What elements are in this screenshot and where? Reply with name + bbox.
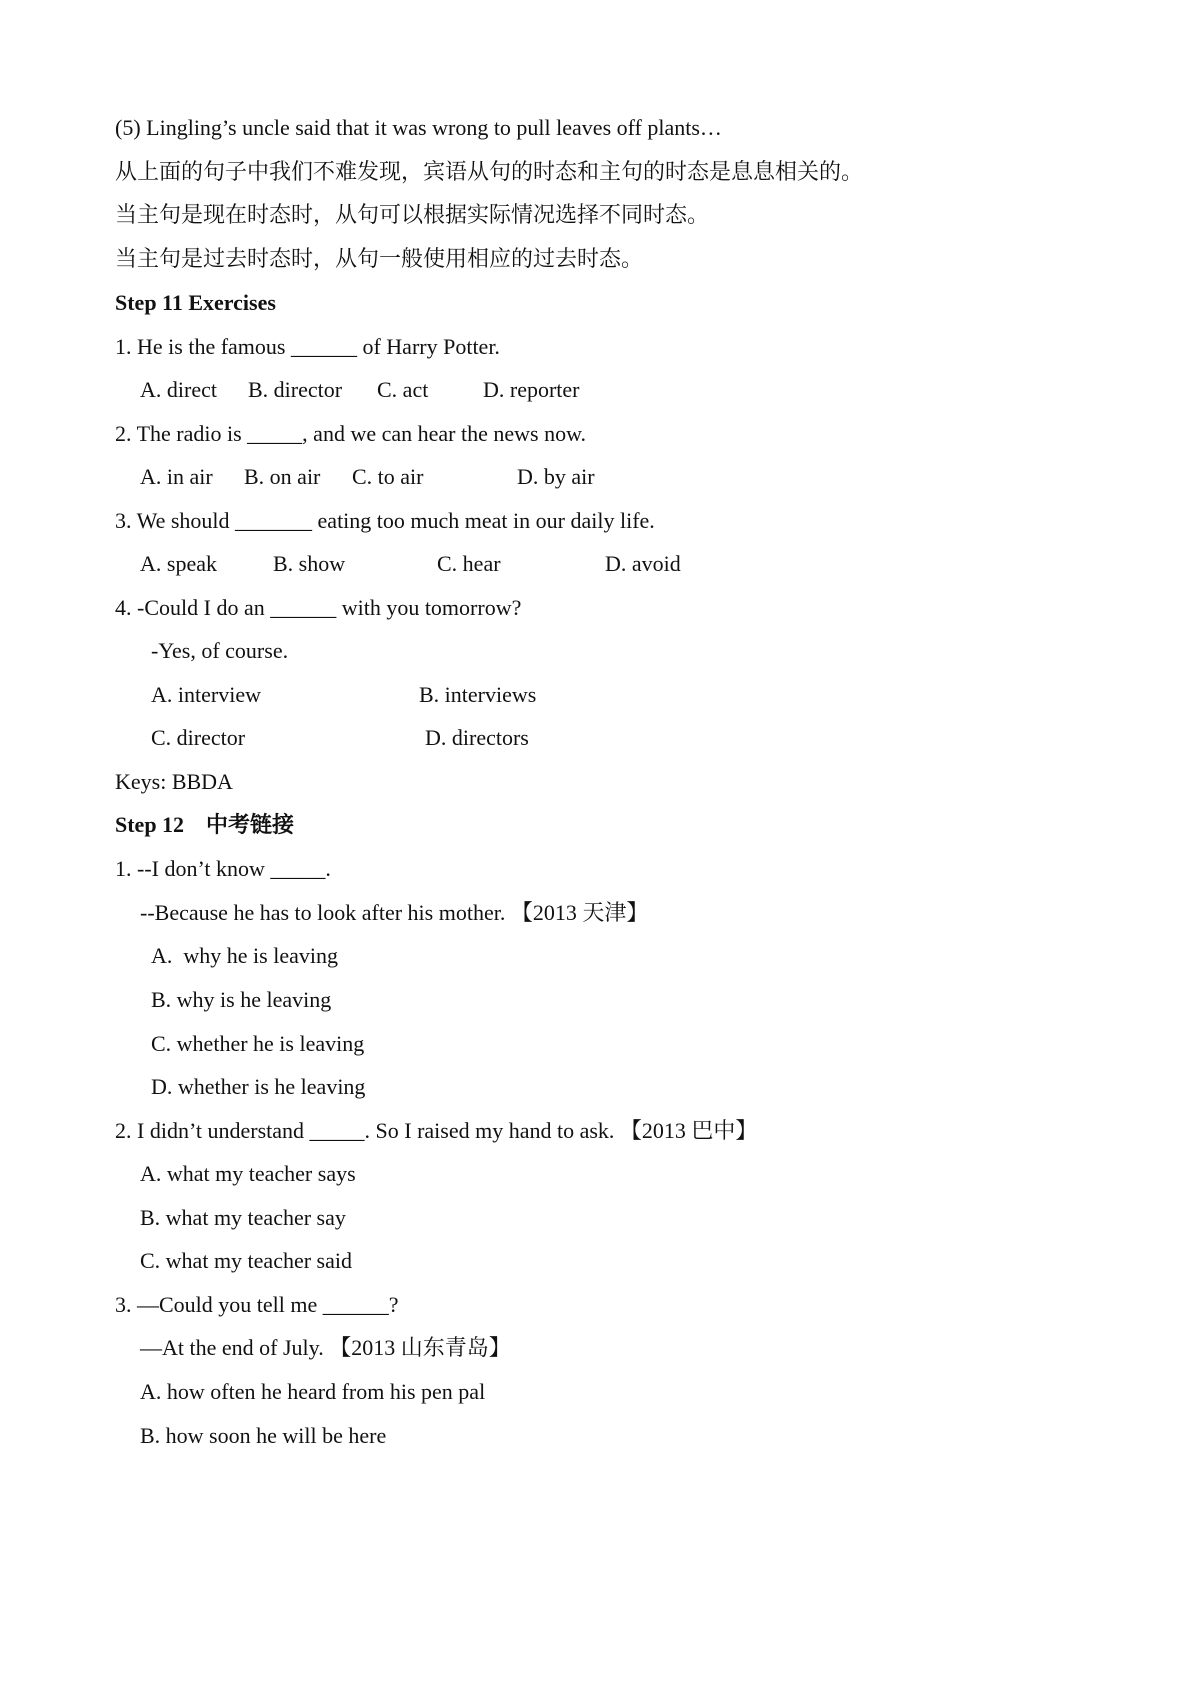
step12-q1-option-d: D. whether is he leaving bbox=[151, 1074, 366, 1099]
step11-q4-option-d: D. directors bbox=[425, 725, 529, 750]
step12-q2-option-a: A. what my teacher says bbox=[140, 1161, 356, 1186]
step11-q1-option-c: C. act bbox=[377, 377, 429, 402]
step11-q3-stem: 3. We should _______ eating too much meat in our daily life. bbox=[115, 508, 655, 533]
step11-q2-option-b: B. on air bbox=[244, 464, 321, 489]
step11-answer-keys: Keys: BBDA bbox=[115, 769, 233, 794]
step12-q3-option-b: B. how soon he will be here bbox=[140, 1423, 387, 1448]
step11-q3-option-b: B. show bbox=[273, 551, 346, 576]
step12-q1-stem: 1. --I don’t know _____. bbox=[115, 856, 331, 881]
step12-q1-option-c: C. whether he is leaving bbox=[151, 1031, 365, 1056]
step11-q4-option-c: C. director bbox=[151, 725, 246, 750]
step11-q4-stem: 4. -Could I do an ______ with you tomorrow? bbox=[115, 595, 522, 620]
grammar-note-1: 从上面的句子中我们不难发现，宾语从句的时态和主句的时态是息息相关的。 bbox=[115, 159, 864, 184]
step11-q2-option-c: C. to air bbox=[352, 464, 424, 489]
step12-q1-reply: --Because he has to look after his mother. 【2013 天津】 bbox=[140, 900, 649, 925]
step11-q2-stem: 2. The radio is _____, and we can hear the news now. bbox=[115, 421, 587, 446]
step11-q1-option-b: B. director bbox=[248, 377, 343, 402]
step12-q1-option-a: A. why he is leaving bbox=[151, 943, 338, 968]
grammar-note-2: 当主句是现在时态时，从句可以根据实际情况选择不同时态。 bbox=[115, 202, 710, 227]
example-sentence-5: (5) Lingling’s uncle said that it was wrong to pull leaves off plants… bbox=[115, 115, 722, 140]
step11-q2-option-a: A. in air bbox=[140, 464, 213, 489]
step11-q1-stem: 1. He is the famous ______ of Harry Potter. bbox=[115, 334, 500, 359]
step12-q2-option-c: C. what my teacher said bbox=[140, 1248, 352, 1273]
grammar-note-3: 当主句是过去时态时，从句一般使用相应的过去时态。 bbox=[115, 246, 644, 271]
step11-q4-option-b: B. interviews bbox=[419, 682, 537, 707]
step12-q3-reply: —At the end of July. 【2013 山东青岛】 bbox=[140, 1335, 511, 1360]
step12-q2-option-b: B. what my teacher say bbox=[140, 1205, 346, 1230]
step11-q1-option-a: A. direct bbox=[140, 377, 217, 402]
step12-q2-stem: 2. I didn’t understand _____. So I raised my hand to ask. 【2013 巴中】 bbox=[115, 1118, 758, 1143]
step11-q3-option-a: A. speak bbox=[140, 551, 217, 576]
step11-q1-option-d: D. reporter bbox=[483, 377, 580, 402]
step11-heading: Step 11 Exercises bbox=[115, 290, 276, 315]
step11-q3-option-c: C. hear bbox=[437, 551, 501, 576]
step12-q3-stem: 3. —Could you tell me ______? bbox=[115, 1292, 399, 1317]
step12-heading: Step 12 中考链接 bbox=[115, 812, 295, 837]
step11-q4-option-a: A. interview bbox=[151, 682, 261, 707]
step11-q3-option-d: D. avoid bbox=[605, 551, 681, 576]
step12-q3-option-a: A. how often he heard from his pen pal bbox=[140, 1379, 486, 1404]
step11-q4-reply: -Yes, of course. bbox=[151, 638, 289, 663]
step11-q2-option-d: D. by air bbox=[517, 464, 595, 489]
step12-q1-option-b: B. why is he leaving bbox=[151, 987, 332, 1012]
